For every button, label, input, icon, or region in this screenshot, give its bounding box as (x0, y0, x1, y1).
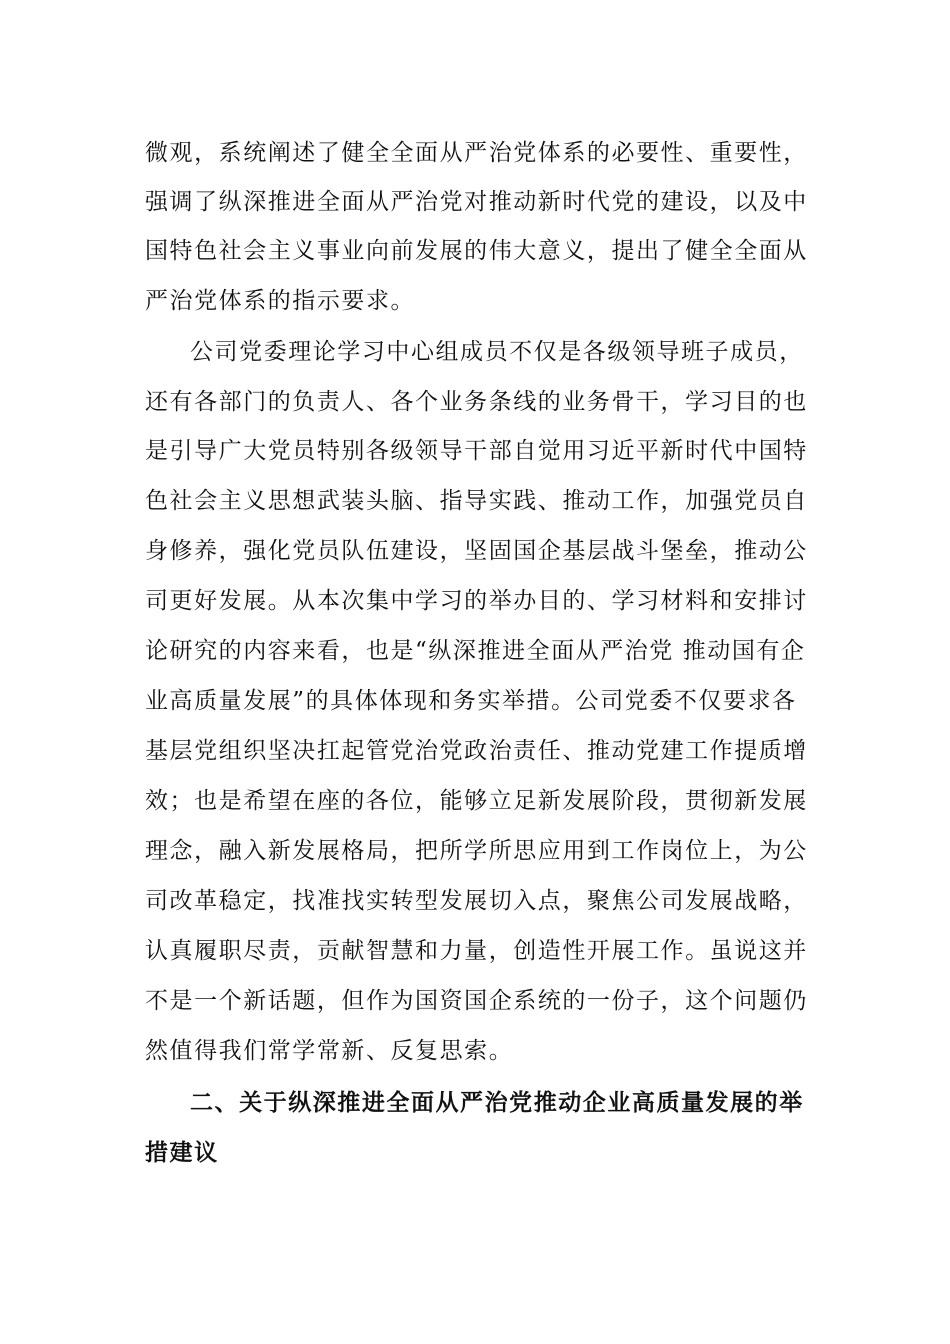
paragraph-2-line-11: 理念，融入新发展格局，把所学所思应用到工作岗位上，为公 (145, 838, 808, 864)
paragraph-2-line-9: 基层党组织坚决扛起管党治党政治责任、推动党建工作提质增 (145, 738, 808, 764)
paragraph-2-line-7: 论研究的内容来看，也是“纵深推进全面从严治党 推动国有企 (145, 638, 806, 664)
paragraph-2-line-2: 还有各部门的负责人、各个业务条线的业务骨干，学习目的也 (145, 389, 808, 415)
paragraph-2-line-5: 身修养，强化党员队伍建设，坚固国企基层战斗堡垒，推动公 (145, 538, 808, 564)
paragraph-2-line-10: 效；也是希望在座的各位，能够立足新发展阶段，贯彻新发展 (145, 788, 808, 814)
paragraph-2-line-6: 司更好发展。从本次集中学习的举办目的、学习材料和安排讨 (145, 588, 808, 614)
paragraph-2-line-12: 司改革稳定，找准找实转型发展切入点，聚焦公司发展战略， (145, 888, 808, 914)
paragraph-2-line-13: 认真履职尽责，贡献智慧和力量，创造性开展工作。虽说这并 (145, 938, 808, 964)
paragraph-2-line-1: 公司党委理论学习中心组成员不仅是各级领导班子成员， (190, 339, 804, 365)
paragraph-1-line-1: 微观，系统阐述了健全全面从严治党体系的必要性、重要性， (145, 140, 808, 166)
paragraph-1-line-3: 国特色社会主义事业向前发展的伟大意义，提出了健全全面从 (145, 238, 808, 264)
paragraph-1-line-2: 强调了纵深推进全面从严治党对推动新时代党的建设，以及中 (145, 189, 808, 215)
paragraph-2-line-14: 不是一个新话题，但作为国资国企系统的一份子，这个问题仍 (145, 988, 808, 1014)
paragraph-1-line-4: 严治党体系的指示要求。 (145, 288, 416, 314)
paragraph-2-line-15: 然值得我们常学常新、反复思索。 (145, 1038, 514, 1064)
section-heading-line-1: 二、关于纵深推进全面从严治党推动企业高质量发展的举 (190, 1090, 804, 1116)
paragraph-2-line-4: 色社会主义思想武装头脑、指导实践、推动工作，加强党员自 (145, 488, 808, 514)
paragraph-2-line-8: 业高质量发展”的具体体现和务实举措。公司党委不仅要求各 (145, 688, 797, 714)
paragraph-2-line-3: 是引导广大党员特别各级领导干部自觉用习近平新时代中国特 (145, 438, 808, 464)
section-heading-line-2: 措建议 (145, 1140, 219, 1166)
